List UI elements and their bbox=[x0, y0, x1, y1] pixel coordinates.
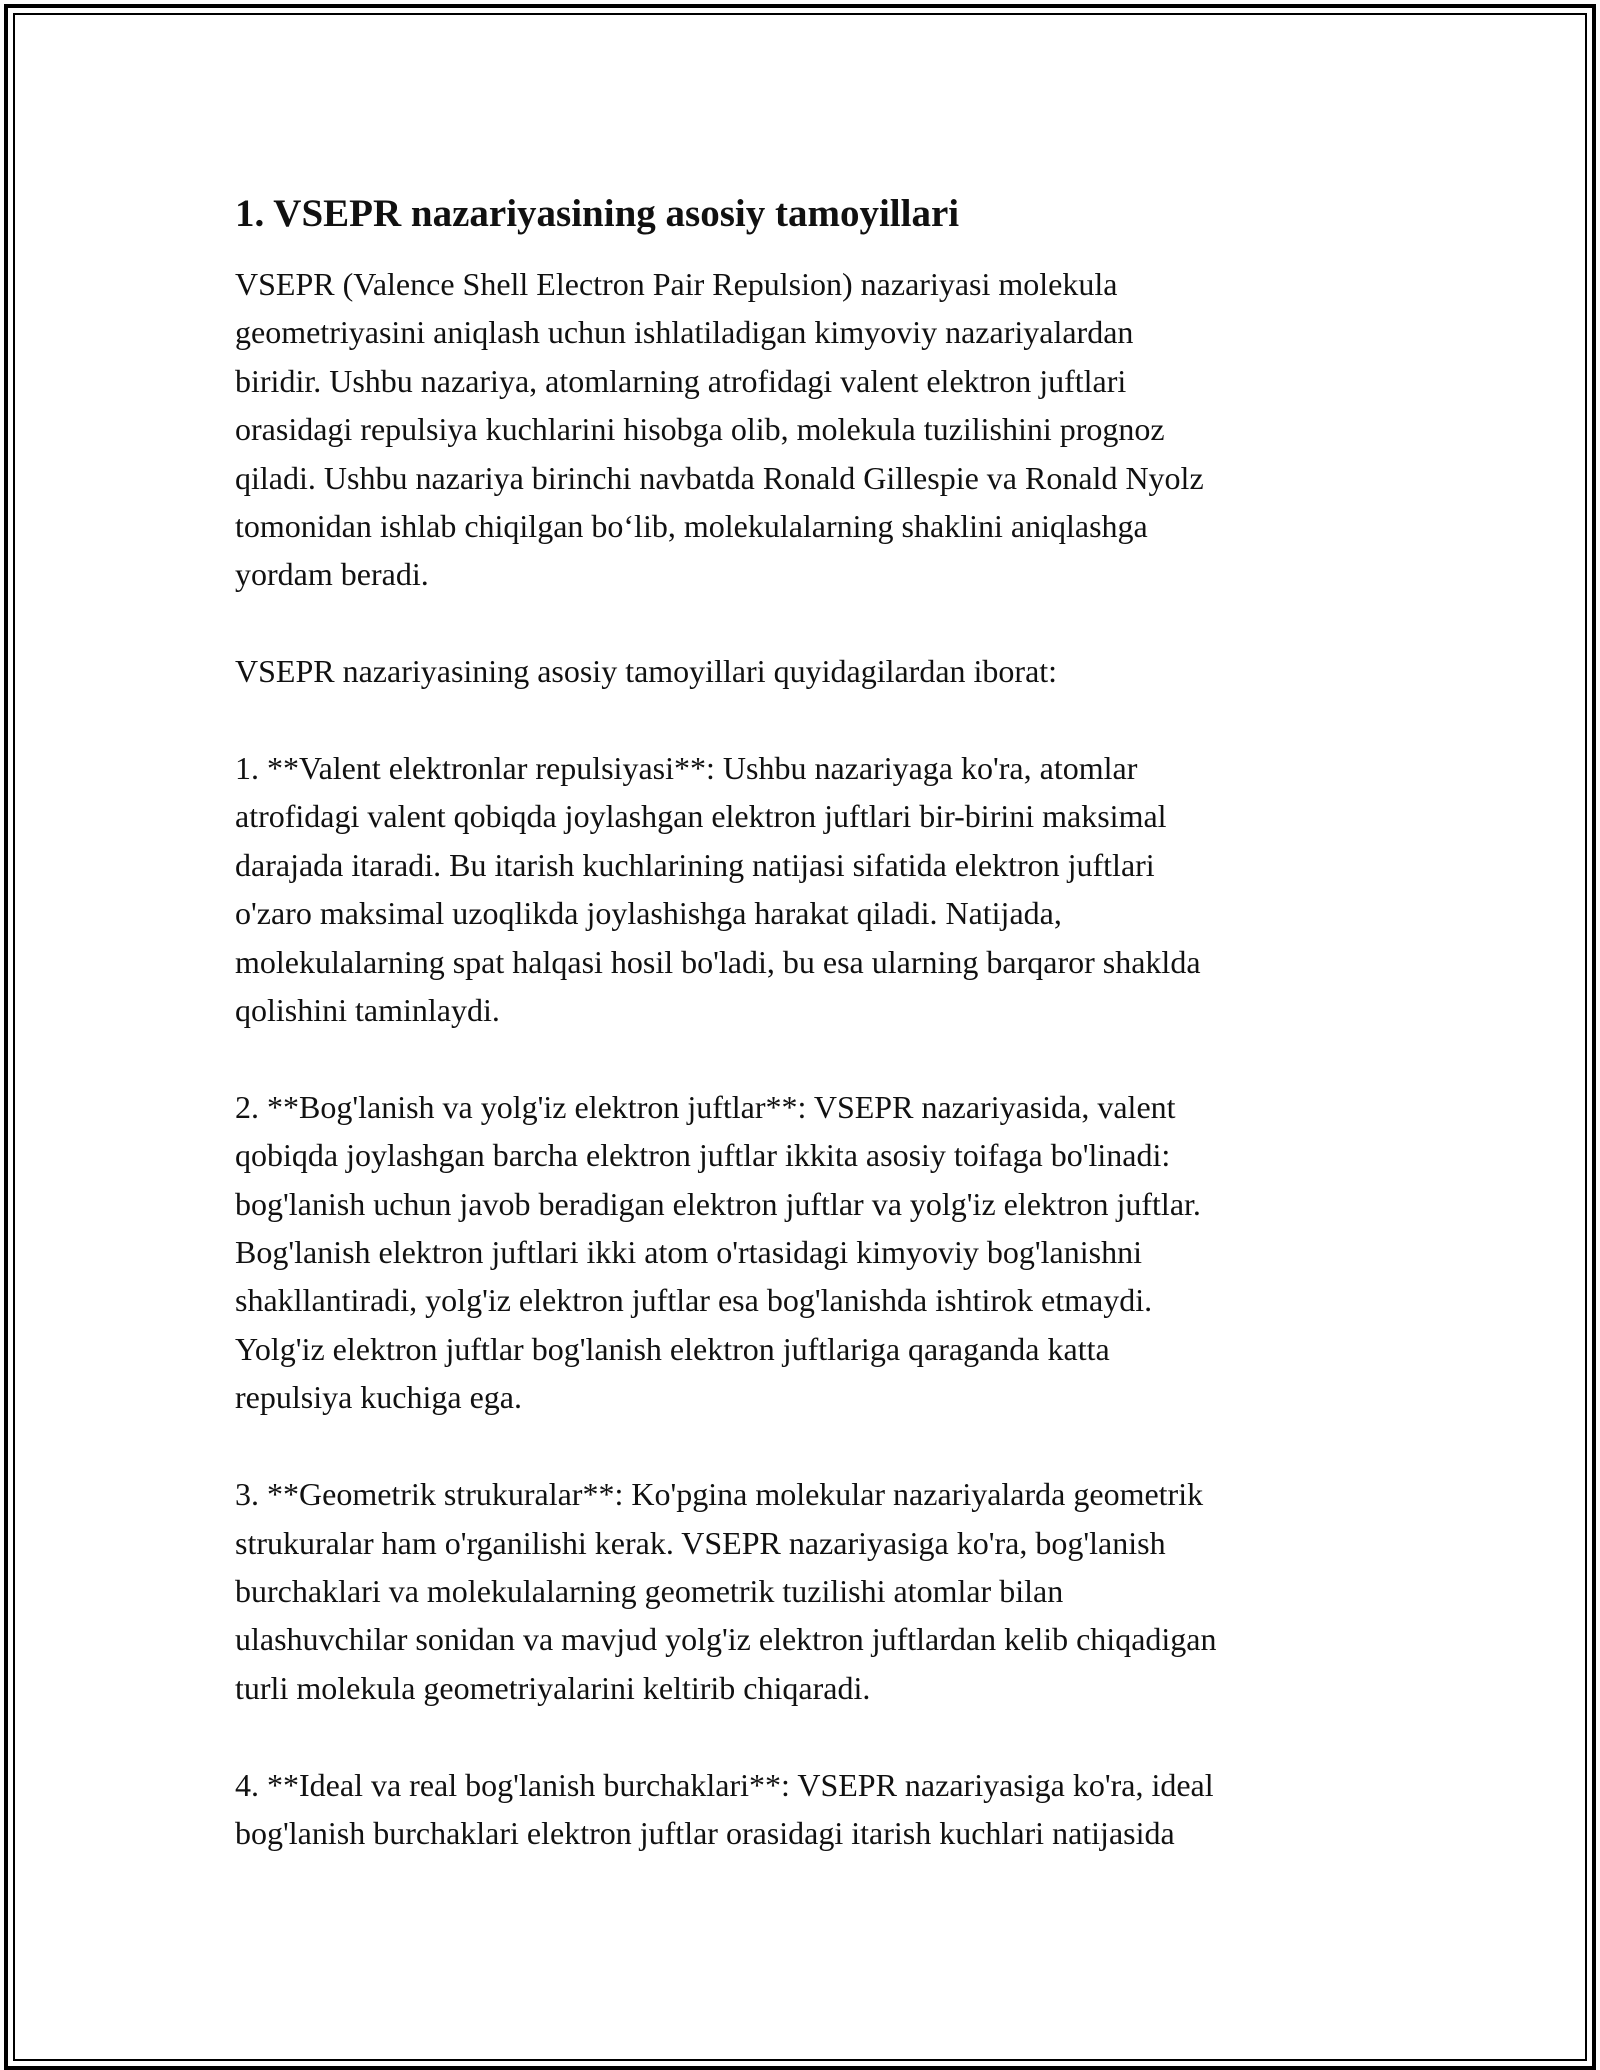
intro-paragraph: VSEPR (Valence Shell Electron Pair Repulsion) nazariyasi molekula geometriyasini aniqlash uchun ishlatiladigan kimyoviy nazariyalardan biridir. Ushbu nazariya, atomlarning atrofidagi valent elektron juftlari orasidagi repulsiya kuchlarini hisobga olib, molekula tuzilishini prognoz qiladi. Ushbu nazariya birinchi navbatda Ronald Gillespie va Ronald Nyolz tomonidan ishlab chiqilgan bo‘lib, molekulalarning shaklini aniqlashga yordam beradi. bbox=[235, 266, 1204, 593]
principle-4-paragraph: 4. **Ideal va real bog'lanish burchaklari**: VSEPR nazariyasiga ko'ra, ideal bog'lanish burchaklari elektron juftlar orasidagi itarish kuchlari natijasida bbox=[235, 1766, 1214, 1851]
section-heading: 1. VSEPR nazariyasining asosiy tamoyillari bbox=[235, 192, 960, 235]
principle-1-paragraph: 1. **Valent elektronlar repulsiyasi**: Ushbu nazariyaga ko'ra, atomlar atrofidagi valent qobiqda joylashgan elektron juftlari bir-birini maksimal darajada itaradi. Bu itarish kuchlarining natijasi sifatida elektron juftlari o'zaro maksimal uzoqlikda joylashishga harakat qiladi. Natijada, molekulalarning spat halqasi hosil bo'ladi, bu esa ularning barqaror shakldа qolishini taminlaydi. bbox=[235, 750, 1201, 1029]
principle-2-paragraph: 2. **Bog'lanish va yolg'iz elektron juftlar**: VSEPR nazariyasida, valent qobiqda joylashgan barcha elektron juftlar ikkita asosiy toifaga bo'linadi: bog'lanish uchun javob beradigan elektron juftlar va yolg'iz elektron juftlar. Bog'lanish elektron juftlari ikki atom o'rtasidagi kimyoviy bog'lanishni shakllantiradi, yolg'iz elektron juftlar esa bog'lanishda ishtirok etmaydi. Yolg'iz elektron juftlar bog'lanish elektron juftlariga qaraganda katta repulsiya kuchiga ega. bbox=[235, 1088, 1201, 1416]
document-body bbox=[235, 188, 1375, 1906]
principles-lead-paragraph: VSEPR nazariyasining asosiy tamoyillari quyidagilardan iborat: bbox=[235, 653, 1058, 690]
principle-3-paragraph: 3. **Geometrik strukuralar**: Ko'pgina molekular nazariyalarda geometrik strukuralar ham o'rganilishi kerak. VSEPR nazariyasiga ko'ra, bog'lanish burchaklari va molekulalarning geometrik tuzilishi atomlar bilan ulashuvchilar sonidan va mavjud yolg'iz elektron juftlardan kelib chiqadigan turli molekula geometriyalarini keltirib chiqaradi. bbox=[235, 1476, 1217, 1706]
